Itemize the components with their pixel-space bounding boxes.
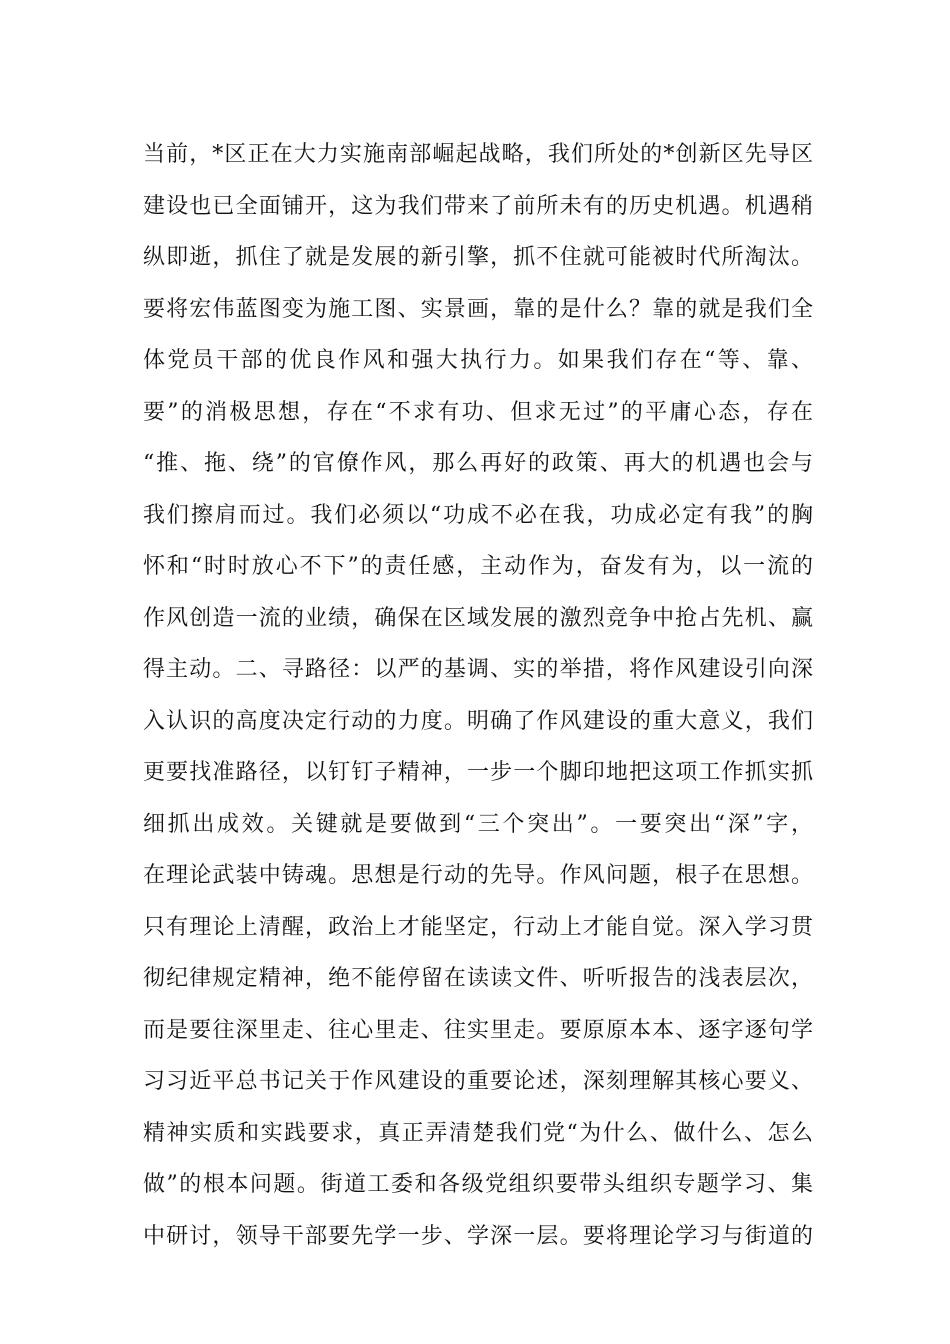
text-line-11: 得主动。二、寻路径：以严的基调、实的举措，将作风建设引向深 bbox=[143, 657, 813, 682]
text-line-3: 纵即逝，抓住了就是发展的新引擎，抓不住就可能被时代所淘汰。 bbox=[143, 245, 813, 270]
text-line-4: 要将宏伟蓝图变为施工图、实景画，靠的是什么？靠的就是我们全 bbox=[143, 296, 813, 322]
text-line-7: “推、拖、绕”的官僚作风，那么再好的政策、再大的机遇也会与 bbox=[143, 451, 813, 476]
text-line-6: 要”的消极思想，存在“不求有功、但求无过”的平庸心态，存在 bbox=[143, 399, 813, 425]
text-line-19: 习习近平总书记关于作风建设的重要论述，深刻理解其核心要义、 bbox=[143, 1069, 813, 1094]
text-line-21: 做”的根本问题。街道工委和各级党组织要带头组织专题学习、集 bbox=[143, 1172, 813, 1197]
text-line-8: 我们擦肩而过。我们必须以“功成不必在我，功成必定有我”的胸 bbox=[143, 502, 813, 528]
text-line-10: 作风创造一流的业绩，确保在区域发展的激烈竞争中抢占先机、赢 bbox=[143, 605, 813, 631]
text-line-17: 彻纪律规定精神，绝不能停留在读读文件、听听报告的浅表层次， bbox=[143, 966, 813, 991]
text-line-5: 体党员干部的优良作风和强大执行力。如果我们存在“等、靠、 bbox=[143, 348, 813, 373]
text-line-18: 而是要往深里走、往心里走、往实里走。要原原本本、逐字逐句学 bbox=[143, 1017, 813, 1043]
text-line-14: 细抓出成效。关键就是要做到“三个突出”。一要突出“深”字， bbox=[143, 811, 813, 837]
text-line-12: 入认识的高度决定行动的力度。明确了作风建设的重大意义，我们 bbox=[143, 708, 813, 734]
text-line-9: 怀和“时时放心不下”的责任感，主动作为，奋发有为，以一流的 bbox=[143, 554, 813, 579]
text-line-1: 当前，*区正在大力实施南部崛起战略，我们所处的*创新区先导区 bbox=[143, 142, 813, 167]
text-line-16: 只有理论上清醒，政治上才能坚定，行动上才能自觉。深入学习贯 bbox=[143, 914, 813, 940]
text-line-20: 精神实质和实践要求，真正弄清楚我们党“为什么、做什么、怎么 bbox=[143, 1120, 813, 1146]
text-line-22: 中研讨，领导干部要先学一步、学深一层。要将理论学习与街道的 bbox=[143, 1223, 813, 1249]
text-line-2: 建设也已全面铺开，这为我们带来了前所未有的历史机遇。机遇稍 bbox=[143, 193, 813, 219]
text-line-13: 更要找准路径，以钉钉子精神，一步一个脚印地把这项工作抓实抓 bbox=[143, 760, 813, 785]
text-line-15: 在理论武装中铸魂。思想是行动的先导。作风问题，根子在思想。 bbox=[143, 863, 813, 888]
body-paragraph bbox=[143, 129, 813, 1262]
